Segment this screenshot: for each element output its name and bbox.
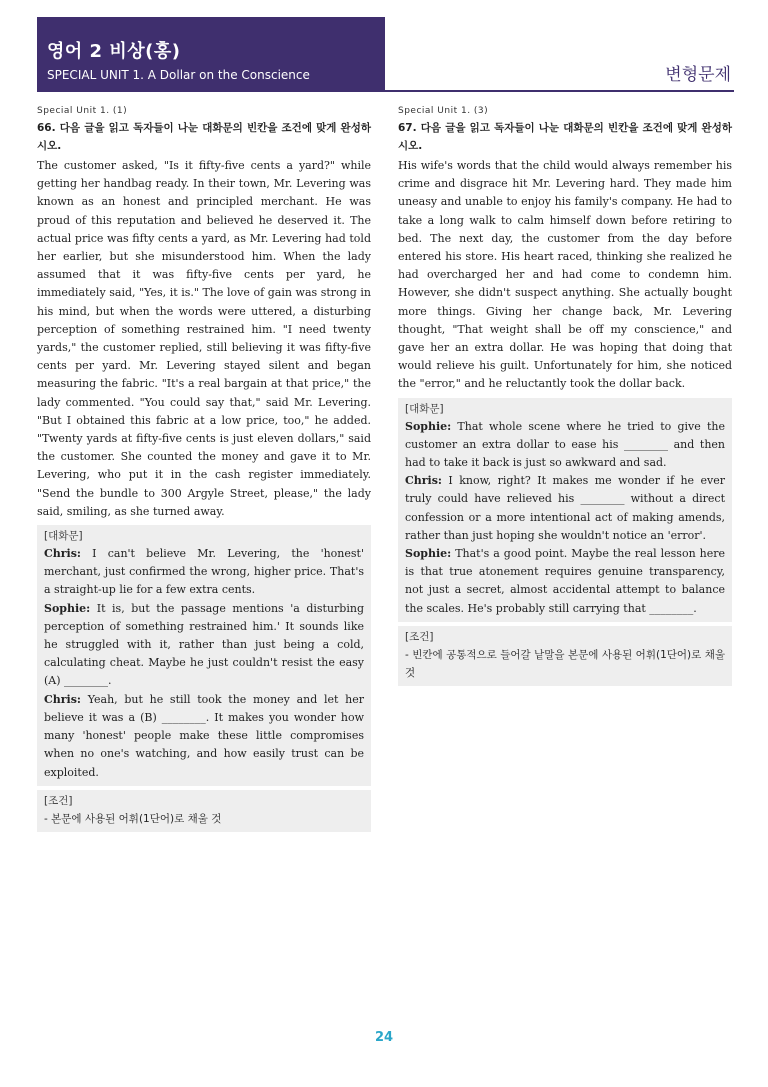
unit-tag: Special Unit 1. (3) [398, 106, 489, 116]
condition-box [37, 790, 371, 832]
dialogue-text: I can't believe Mr. Levering, the 'honest' merchant, just confirmed the wrong, higher price. That's a straight-up lie for a few extra cents. [44, 547, 364, 597]
reading-passage: His wife's words that the child would always remember his crime and disgrace hit Mr. Levering hard. They made him uneasy and unable to enjoy his family's company. He had to take a long walk to calm himself down before retiring to bed. The next day, the customer from the day before entered his store. His heart raced, thinking she realized he had overcharged her and had come to condemn him. However, she didn't suspect anything. She actually bought more things. Giving her change back, Mr. Levering thought, "That weight shall be off my conscience," and gave her an extra dollar. He was hoping that doing that would relieve his guilt. Unfortunately for him, she noticed the "error," and he reluctantly took the dollar back. [398, 159, 732, 391]
dialogue-label: [대화문] [44, 530, 83, 543]
speaker-name: Chris: [44, 547, 81, 561]
dialogue-text: I know, right? It makes me wonder if he ever truly could have relieved his ________ without a direct confession or a more intentional act of making amends, rather than just hoping she wouldn't notice an 'error'. [405, 474, 725, 542]
dialogue-line [405, 418, 725, 473]
dialogue-line [405, 472, 725, 545]
speaker-name: Sophie: [405, 419, 452, 433]
condition-box [398, 626, 732, 686]
speaker-name: Sophie: [405, 547, 452, 561]
condition-text: - 빈칸에 공통적으로 들어갈 낱말을 본문에 사용된 어휘(1단어)로 채울 것 [405, 648, 725, 679]
right-column [398, 106, 732, 686]
condition-label: [조건] [405, 630, 434, 643]
speaker-name: Chris: [405, 474, 442, 488]
dialogue-text: That whole scene where he tried to give the customer an extra dollar to ease his ________ and then had to take it back is just so awkward and sad. [405, 419, 725, 470]
dialogue-text: It is, but the passage mentions 'a disturbing perception of something restrained him.' It sounds like he struggled with it, rather than just being a cold, calculating cheat. Maybe he just couldn't resist the easy (A) ________. [44, 601, 364, 688]
condition-text: - 본문에 사용된 어휘(1단어)로 채울 것 [44, 812, 222, 825]
page-subtitle: SPECIAL UNIT 1. A Dollar on the Conscience [47, 68, 310, 82]
header-divider [37, 90, 734, 92]
dialogue-line [44, 691, 364, 782]
dialogue-box [398, 398, 732, 622]
section-label: 변형문제 [665, 65, 731, 85]
speaker-name: Sophie: [44, 601, 91, 615]
dialogue-text: That's a good point. Maybe the real lesson here is that true atonement requires genuine transparency, not just a secret, almost accidental attempt to balance the scales. He's probably still carrying that ________. [405, 547, 725, 615]
dialogue-line [44, 600, 364, 691]
unit-tag: Special Unit 1. (1) [37, 106, 128, 116]
dialogue-line [405, 545, 725, 618]
dialogue-text: Yeah, but he still took the money and let her believe it was a (B) ________. It makes you wonder how many 'honest' people make these little compromises when no one's watching, and how easily trust can be exploited. [44, 692, 364, 779]
question-prompt: 67. 다음 글을 읽고 독자들이 나눈 대화문의 빈칸을 조건에 맞게 완성하시오. [398, 122, 732, 152]
dialogue-line [44, 545, 364, 600]
condition-label: [조건] [44, 794, 73, 807]
header-banner [37, 17, 385, 90]
page-number: 24 [374, 1030, 394, 1045]
dialogue-label: [대화문] [405, 402, 444, 415]
reading-passage: The customer asked, "Is it fifty-five cents a yard?" while getting her handbag ready. In their town, Mr. Levering was known as an honest and principled merchant. He was proud of this reputation and believed he deserved it. The actual price was fifty cents a yard, as Mr. Levering had told her earlier, but she misunderstood him. When the lady assumed that it was fifty-five cents per yard, he immediately said, "Yes, it is." The love of gain was strong in his mind, but when the words were uttered, a disturbing perception of something restrained him. "I need twenty yards," the customer replied, still believing it was fifty-five cents per yard. Mr. Levering stayed silent and began measuring the fabric. "It's a real bargain at that price," the lady commented. "You could say that," said Mr. Levering. "But I obtained this fabric at a low price, too," he added. "Twenty yards at fifty-five cents is just eleven dollars," said the customer. She counted the money and gave it to Mr. Levering, who put it in the cash register immediately. "Send the bundle to 300 Argyle Street, please," the lady said, smiling, as she turned away. [37, 159, 371, 518]
speaker-name: Chris: [44, 692, 81, 706]
dialogue-box [37, 525, 371, 786]
question-prompt: 66. 다음 글을 읽고 독자들이 나눈 대화문의 빈칸을 조건에 맞게 완성하시오. [37, 122, 371, 152]
left-column [37, 106, 371, 832]
page-title: 영어 2 비상(홍) [47, 41, 181, 62]
